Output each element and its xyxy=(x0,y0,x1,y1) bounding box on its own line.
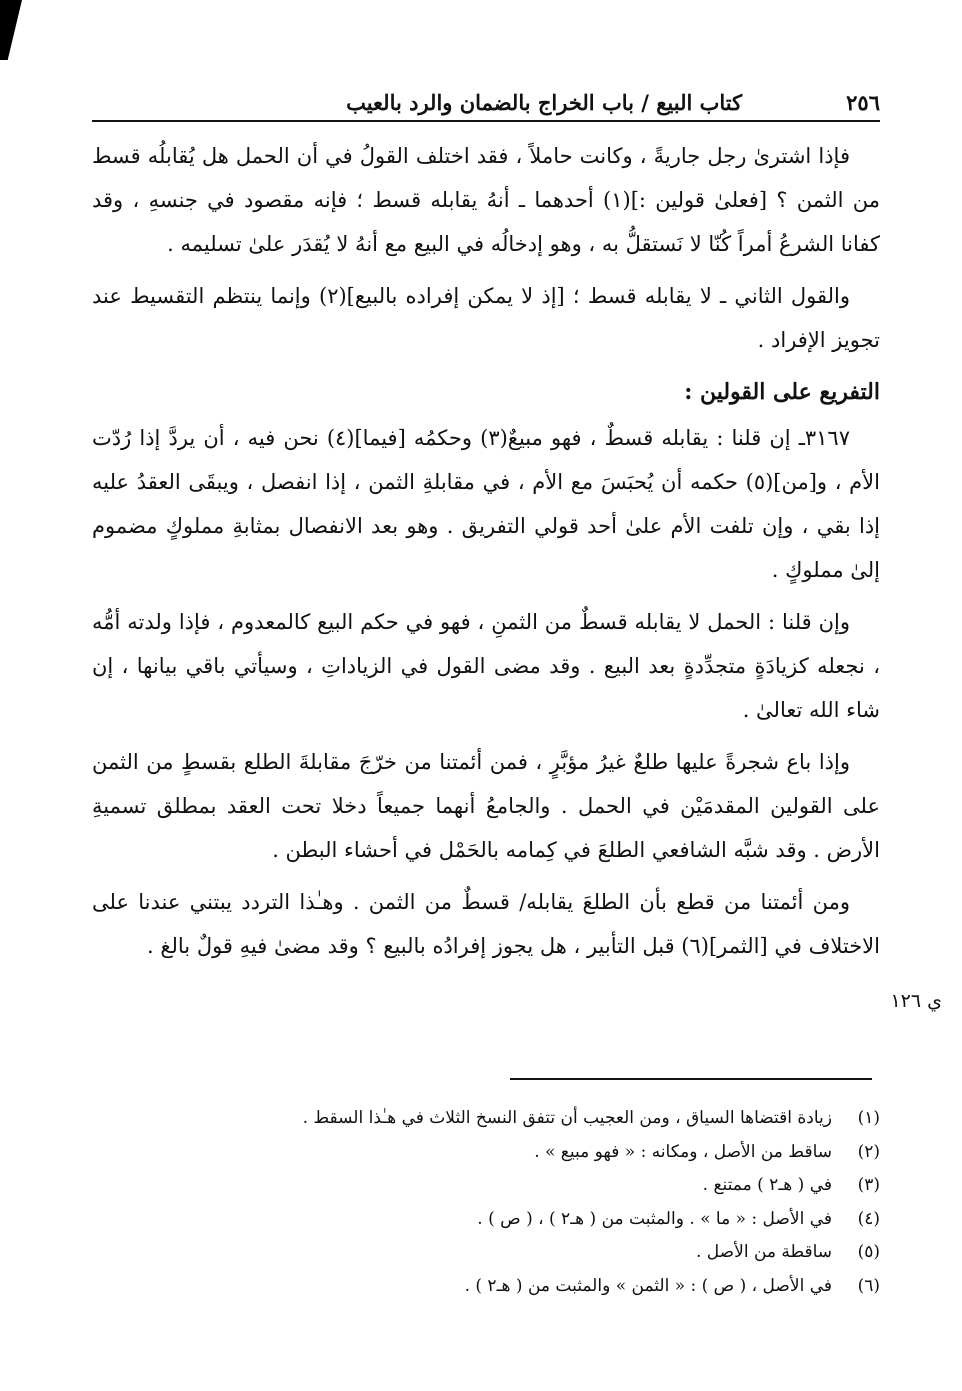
scan-corner-mark xyxy=(0,0,22,60)
footnote-item xyxy=(92,1102,880,1136)
footnote-number: (١) xyxy=(857,1108,880,1128)
paragraph-1: فإذا اشترىٰ رجل جاريةً ، وكانت حاملاً ، فقد اختلف القولُ في أن الحمل هل يُقابلُه قسط من الثمن ؟ [فعلىٰ قولين :](١) أحدهما ـ أنهُ يقابله قسط ؛ فإنه مقصود في جنسهِ ، وقد كفانا الشرعُ أمراً كُنّا لا نَستقلُّ به ، وهو إدخالُه في البيع مع أنهُ لا يُقدَر علىٰ تسليمه . xyxy=(92,144,880,256)
footnote-text: زيادة اقتضاها السياق ، ومن العجيب أن تتفق النسخ الثلاث في هـٰذا السقط . xyxy=(302,1108,832,1128)
footnote-number: (٤) xyxy=(857,1208,880,1229)
footnote-number: (٣) xyxy=(857,1175,880,1195)
paragraph-6: ومن أئمتنا من قطع بأن الطلعَ يقابله/ قسطٌ من الثمن . وهـٰذا التردد يبتني عندنا على الاختلاف في [الثمر](٦) قبل التأبير ، هل يجوز إفرادُه بالبيع ؟ وقد مضىٰ فيهِ قولٌ بالغ . xyxy=(92,890,880,958)
page-header xyxy=(92,82,880,122)
paragraph-5: وإذا باع شجرةً عليها طلعٌ غيرُ مؤبَّرٍ ، فمن أئمتنا من خرّجَ مقابلةَ الطلع بقسطٍ من الثمن على القولين المقدمَيْن في الحمل . والجامعُ أنهما جميعاً دخلا تحت العقد بمطلق تسميةِ الأرض . وقد شبَّه الشافعي الطلعَ في كِمامه بالحَمْل في أحشاء البطن . xyxy=(92,750,880,862)
paragraph-2: والقول الثاني ـ لا يقابله قسط ؛ [إذ لا يمكن إفراده بالبيع](٢) وإنما ينتظم التقسيط عند تجويز الإفراد . xyxy=(92,284,880,352)
footnote-text: في الأصل ، ( ص ) : « الثمن » والمثبت من ( هـ٢ ) . xyxy=(464,1275,832,1296)
footnote-text: في الأصل : « ما » . والمثبت من ( هـ٢ ) ، ( ص ) . xyxy=(477,1208,832,1229)
footnote-number: (٦) xyxy=(857,1275,880,1296)
footnotes xyxy=(92,1102,880,1303)
footnote-item xyxy=(92,1236,880,1270)
footnote-text: في ( هـ٢ ) ممتنع . xyxy=(702,1175,832,1195)
paragraph-4: وإن قلنا : الحمل لا يقابله قسطٌ من الثمنِ ، فهو في حكم البيع كالمعدوم ، فإذا ولدته أمُّه ، نجعله كزيادَةٍ متجدِّدةٍ بعد البيع . وقد مضى القول في الزياداتِ ، وسيأتي باقي بيانها ، إن شاء الله تعالىٰ . xyxy=(92,610,880,722)
footnote-item xyxy=(92,1270,880,1304)
margin-manuscript-note: ي ١٢٦ xyxy=(890,990,942,1012)
footnote-item xyxy=(92,1169,880,1203)
footnote-number: (٥) xyxy=(857,1242,880,1262)
footnote-text: ساقط من الأصل ، ومكانه : « فهو مبيع » . xyxy=(534,1141,832,1162)
footnote-text: ساقطة من الأصل . xyxy=(696,1242,832,1262)
footnote-item xyxy=(92,1203,880,1237)
running-title: كتاب البيع / باب الخراج بالضمان والرد بالعيب xyxy=(346,90,743,115)
footnote-item xyxy=(92,1136,880,1170)
paragraph-3167: ٣١٦٧ـ إن قلنا : يقابله قسطٌ ، فهو مبيعٌ(٣) وحكمُه [فيما](٤) نحن فيه ، أن يردَّ إذا رُدّت الأم ، و[من](٥) حكمه أن يُحبَسَ مع الأم ، في مقابلةِ الثمن ، إذا انفصل ، ويبقَى العقدُ عليه إذا بقي ، وإن تلفت الأم علىٰ أحد قولي التفريق . وهو بعد الانفصال بمثابةِ مملوكٍ مضموم إلىٰ مملوكٍ . xyxy=(92,426,880,582)
main-text xyxy=(92,134,880,976)
footnote-divider xyxy=(510,1078,872,1080)
section-heading: التفريع على القولين : xyxy=(684,379,880,405)
page-number: ٢٥٦ xyxy=(846,90,880,115)
footnote-number: (٢) xyxy=(857,1141,880,1162)
